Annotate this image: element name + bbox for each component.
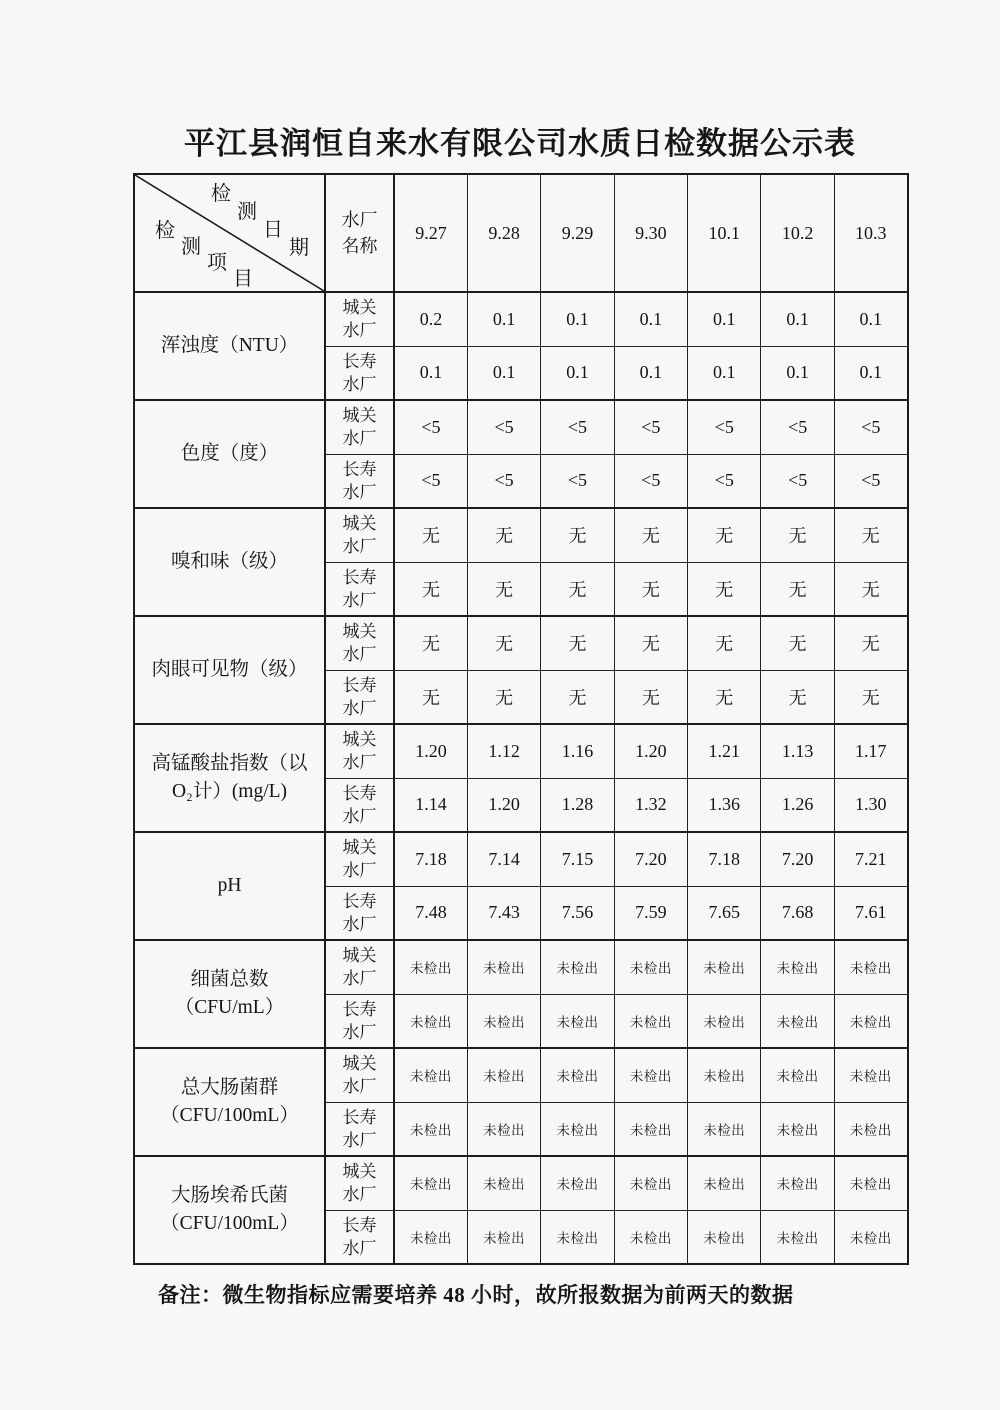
value-cell: 未检出 <box>834 1102 907 1156</box>
value-cell: 1.20 <box>467 778 540 832</box>
value-cell: 无 <box>834 670 907 724</box>
parameter-label-line: 浑浊度（NTU） <box>160 335 299 356</box>
value-cell: 0.1 <box>467 292 540 346</box>
value-cell: 未检出 <box>688 1210 761 1264</box>
parameter-label-line: 高锰酸盐指数（以 <box>151 753 308 774</box>
value-cell: 7.59 <box>614 886 687 940</box>
value-cell: 未检出 <box>688 940 761 994</box>
plant-name-line: 城关 <box>342 406 377 426</box>
table-row <box>134 292 908 346</box>
plant-name-header <box>325 174 394 292</box>
parameter-section <box>134 292 908 400</box>
table-row <box>134 940 908 994</box>
value-cell: 未检出 <box>834 1210 907 1264</box>
value-cell: 未检出 <box>761 1102 834 1156</box>
value-cell: 未检出 <box>614 1156 687 1210</box>
plant-name-line: 水厂 <box>342 1185 377 1205</box>
table-row <box>134 400 908 454</box>
parameter-label-line: pH <box>217 875 242 896</box>
value-cell: 1.36 <box>688 778 761 832</box>
value-cell: 未检出 <box>614 1210 687 1264</box>
value-cell: 7.18 <box>688 832 761 886</box>
parameter-label-line: （CFU/mL） <box>174 997 285 1018</box>
value-cell: 未检出 <box>614 994 687 1048</box>
parameter-section <box>134 400 908 508</box>
plant-name-line: 城关 <box>342 946 377 966</box>
value-cell: 未检出 <box>394 994 467 1048</box>
plant-name-line: 长寿 <box>342 1107 377 1127</box>
plant-name-cell <box>325 778 394 832</box>
value-cell: <5 <box>541 454 614 508</box>
date-header: 9.29 <box>541 174 614 292</box>
value-cell: <5 <box>394 454 467 508</box>
plant-name-cell <box>325 832 394 886</box>
plant-name-cell <box>325 1102 394 1156</box>
value-cell: 无 <box>614 616 687 670</box>
value-cell: 未检出 <box>761 994 834 1048</box>
value-cell: 0.1 <box>761 292 834 346</box>
parameter-section <box>134 940 908 1048</box>
plant-name-line: 长寿 <box>342 675 377 695</box>
value-cell: 无 <box>834 508 907 562</box>
plant-name-line: 长寿 <box>342 567 377 587</box>
value-cell: 1.20 <box>614 724 687 778</box>
value-cell: 未检出 <box>834 994 907 1048</box>
plant-name-line: 水厂 <box>342 645 377 665</box>
value-cell: <5 <box>614 454 687 508</box>
value-cell: 无 <box>688 562 761 616</box>
value-cell: 未检出 <box>541 940 614 994</box>
value-cell: 1.12 <box>467 724 540 778</box>
parameter-label-line: （CFU/100mL） <box>160 1105 299 1126</box>
date-header: 9.27 <box>394 174 467 292</box>
value-cell: 无 <box>834 562 907 616</box>
plant-name-line: 水厂 <box>342 1022 377 1042</box>
value-cell: 0.1 <box>614 346 687 400</box>
table-row <box>134 508 908 562</box>
plant-name-header-line: 水厂 <box>341 210 378 230</box>
value-cell: 7.20 <box>614 832 687 886</box>
value-cell: <5 <box>394 400 467 454</box>
value-cell: 未检出 <box>394 940 467 994</box>
value-cell: 无 <box>761 508 834 562</box>
plant-name-line: 水厂 <box>342 429 377 449</box>
value-cell: 未检出 <box>761 940 834 994</box>
value-cell: 无 <box>394 616 467 670</box>
value-cell: 未检出 <box>614 1048 687 1102</box>
parameter-label-line: 肉眼可见物（级） <box>151 659 308 680</box>
table-header-row <box>134 174 908 292</box>
parameter-label <box>134 724 325 832</box>
value-cell: 无 <box>541 616 614 670</box>
value-cell: 未检出 <box>541 1156 614 1210</box>
value-cell: <5 <box>834 400 907 454</box>
parameter-label <box>134 292 325 400</box>
table-row <box>134 832 908 886</box>
plant-name-line: 长寿 <box>342 999 377 1019</box>
plant-name-header-line: 名称 <box>341 236 378 256</box>
plant-name-cell <box>325 670 394 724</box>
value-cell: 未检出 <box>467 994 540 1048</box>
parameter-label-line: 色度（度） <box>180 443 279 464</box>
plant-name-cell <box>325 616 394 670</box>
value-cell: 无 <box>467 508 540 562</box>
corner-bottom-char: 检 <box>155 220 175 242</box>
value-cell: 无 <box>688 508 761 562</box>
value-cell: 未检出 <box>541 1102 614 1156</box>
plant-name-cell <box>325 562 394 616</box>
value-cell: 0.1 <box>541 346 614 400</box>
value-cell: 1.13 <box>761 724 834 778</box>
value-cell: <5 <box>614 400 687 454</box>
parameter-section <box>134 724 908 832</box>
plant-name-line: 水厂 <box>342 482 377 502</box>
value-cell: <5 <box>688 400 761 454</box>
plant-name-cell <box>325 1210 394 1264</box>
value-cell: 未检出 <box>541 994 614 1048</box>
value-cell: 无 <box>614 562 687 616</box>
value-cell: 无 <box>467 562 540 616</box>
parameter-label <box>134 940 325 1048</box>
plant-name-line: 水厂 <box>342 969 377 989</box>
value-cell: 0.1 <box>834 292 907 346</box>
value-cell: 1.21 <box>688 724 761 778</box>
value-cell: 无 <box>761 670 834 724</box>
plant-name-line: 城关 <box>342 622 377 642</box>
parameter-section <box>134 832 908 940</box>
plant-name-line: 城关 <box>342 514 377 534</box>
parameter-label <box>134 1156 325 1264</box>
plant-name-line: 水厂 <box>342 914 377 934</box>
plant-name-cell <box>325 940 394 994</box>
value-cell: 7.56 <box>541 886 614 940</box>
value-cell: 7.21 <box>834 832 907 886</box>
value-cell: 无 <box>467 616 540 670</box>
plant-name-line: 水厂 <box>342 1238 377 1258</box>
value-cell: 未检出 <box>541 1210 614 1264</box>
value-cell: <5 <box>467 400 540 454</box>
corner-bottom-char: 测 <box>181 236 201 258</box>
value-cell: 未检出 <box>688 1102 761 1156</box>
date-header: 10.1 <box>688 174 761 292</box>
value-cell: 0.1 <box>541 292 614 346</box>
plant-name-line: 水厂 <box>342 374 377 394</box>
plant-name-line: 水厂 <box>342 753 377 773</box>
plant-name-line: 水厂 <box>342 698 377 718</box>
corner-top-char: 日 <box>263 219 283 241</box>
table-row <box>134 1048 908 1102</box>
date-header: 10.2 <box>761 174 834 292</box>
parameter-label-line: 嗅和味（级） <box>170 551 288 572</box>
value-cell: 0.1 <box>688 346 761 400</box>
parameter-label <box>134 1048 325 1156</box>
page-title: 平江县润恒自来水有限公司水质日检数据公示表 <box>184 126 856 161</box>
value-cell: <5 <box>761 400 834 454</box>
plant-name-cell <box>325 400 394 454</box>
plant-name-cell <box>325 454 394 508</box>
value-cell: 无 <box>761 562 834 616</box>
table-header <box>134 174 908 292</box>
parameter-label <box>134 400 325 508</box>
value-cell: 7.65 <box>688 886 761 940</box>
value-cell: 未检出 <box>467 1048 540 1102</box>
value-cell: 0.1 <box>688 292 761 346</box>
value-cell: 未检出 <box>467 940 540 994</box>
plant-name-cell <box>325 346 394 400</box>
date-header: 10.3 <box>834 174 907 292</box>
plant-name-cell <box>325 1048 394 1102</box>
date-header: 9.30 <box>614 174 687 292</box>
plant-name-line: 长寿 <box>342 1215 377 1235</box>
value-cell: 无 <box>541 508 614 562</box>
value-cell: 未检出 <box>834 940 907 994</box>
value-cell: 无 <box>688 616 761 670</box>
value-cell: 1.32 <box>614 778 687 832</box>
parameter-label <box>134 508 325 616</box>
value-cell: <5 <box>688 454 761 508</box>
value-cell: 无 <box>541 670 614 724</box>
value-cell: 0.1 <box>467 346 540 400</box>
value-cell: 1.16 <box>541 724 614 778</box>
plant-name-cell <box>325 508 394 562</box>
corner-bottom-char: 目 <box>233 268 253 290</box>
parameter-section <box>134 1048 908 1156</box>
value-cell: 未检出 <box>688 1048 761 1102</box>
plant-name-line: 城关 <box>342 1162 377 1182</box>
plant-name-line: 水厂 <box>342 537 377 557</box>
value-cell: 未检出 <box>467 1102 540 1156</box>
plant-name-cell <box>325 1156 394 1210</box>
plant-name-line: 长寿 <box>342 351 377 371</box>
value-cell: 0.1 <box>761 346 834 400</box>
table-row <box>134 616 908 670</box>
value-cell: 1.28 <box>541 778 614 832</box>
corner-top-char: 检 <box>211 183 231 205</box>
value-cell: 未检出 <box>761 1156 834 1210</box>
plant-name-line: 水厂 <box>342 861 377 881</box>
value-cell: 无 <box>614 508 687 562</box>
value-cell: 7.18 <box>394 832 467 886</box>
value-cell: 无 <box>761 616 834 670</box>
value-cell: <5 <box>761 454 834 508</box>
value-cell: 无 <box>541 562 614 616</box>
parameter-label <box>134 616 325 724</box>
value-cell: 未检出 <box>467 1210 540 1264</box>
value-cell: 1.17 <box>834 724 907 778</box>
plant-name-line: 长寿 <box>342 783 377 803</box>
parameter-section <box>134 508 908 616</box>
value-cell: 未检出 <box>541 1048 614 1102</box>
value-cell: 未检出 <box>394 1102 467 1156</box>
value-cell: 未检出 <box>761 1210 834 1264</box>
parameter-label-line: 细菌总数 <box>190 969 269 990</box>
plant-name-line: 城关 <box>342 838 377 858</box>
plant-name-line: 水厂 <box>342 1077 377 1097</box>
value-cell: 0.1 <box>834 346 907 400</box>
value-cell: 7.15 <box>541 832 614 886</box>
table-row <box>134 724 908 778</box>
value-cell: 未检出 <box>394 1156 467 1210</box>
table-row <box>134 1156 908 1210</box>
value-cell: 未检出 <box>394 1048 467 1102</box>
value-cell: 无 <box>394 508 467 562</box>
water-quality-table <box>133 173 909 1265</box>
plant-name-line: 水厂 <box>342 321 377 341</box>
value-cell: 无 <box>394 670 467 724</box>
plant-name-line: 水厂 <box>342 1130 377 1150</box>
value-cell: 未检出 <box>761 1048 834 1102</box>
date-header: 9.28 <box>467 174 540 292</box>
value-cell: 未检出 <box>834 1048 907 1102</box>
parameter-label-line: 大肠埃希氏菌 <box>170 1185 288 1206</box>
plant-name-line: 长寿 <box>342 459 377 479</box>
plant-name-cell <box>325 994 394 1048</box>
value-cell: 无 <box>688 670 761 724</box>
value-cell: 1.14 <box>394 778 467 832</box>
value-cell: 7.68 <box>761 886 834 940</box>
value-cell: 未检出 <box>394 1210 467 1264</box>
parameter-section <box>134 1156 908 1264</box>
value-cell: 未检出 <box>614 940 687 994</box>
value-cell: 未检出 <box>688 1156 761 1210</box>
plant-name-cell <box>325 886 394 940</box>
parameter-label-line: O₂计）(mg/L) <box>171 781 288 802</box>
value-cell: 0.2 <box>394 292 467 346</box>
value-cell: 7.20 <box>761 832 834 886</box>
plant-name-line: 长寿 <box>342 891 377 911</box>
value-cell: 无 <box>467 670 540 724</box>
parameter-section <box>134 616 908 724</box>
value-cell: 0.1 <box>614 292 687 346</box>
value-cell: 1.26 <box>761 778 834 832</box>
value-cell: <5 <box>541 400 614 454</box>
plant-name-line: 城关 <box>342 730 377 750</box>
value-cell: 7.48 <box>394 886 467 940</box>
corner-bottom-char: 项 <box>207 252 227 274</box>
value-cell: 1.20 <box>394 724 467 778</box>
value-cell: 未检出 <box>614 1102 687 1156</box>
corner-top-char: 测 <box>237 201 257 223</box>
parameter-label <box>134 832 325 940</box>
plant-name-line: 城关 <box>342 1054 377 1074</box>
value-cell: <5 <box>467 454 540 508</box>
value-cell: 未检出 <box>467 1156 540 1210</box>
plant-name-cell <box>325 292 394 346</box>
value-cell: <5 <box>834 454 907 508</box>
value-cell: 未检出 <box>688 994 761 1048</box>
value-cell: 7.43 <box>467 886 540 940</box>
footnote: 备注：微生物指标应需要培养 48 小时，故所报数据为前两天的数据 <box>158 1283 794 1307</box>
value-cell: 7.14 <box>467 832 540 886</box>
plant-name-line: 水厂 <box>342 806 377 826</box>
value-cell: 0.1 <box>394 346 467 400</box>
diagonal-header-cell <box>134 174 325 292</box>
plant-name-line: 城关 <box>342 298 377 318</box>
plant-name-line: 水厂 <box>342 590 377 610</box>
value-cell: 7.61 <box>834 886 907 940</box>
value-cell: 1.30 <box>834 778 907 832</box>
value-cell: 无 <box>834 616 907 670</box>
parameter-label-line: 总大肠菌群 <box>180 1077 279 1098</box>
value-cell: 未检出 <box>834 1156 907 1210</box>
value-cell: 无 <box>394 562 467 616</box>
parameter-label-line: （CFU/100mL） <box>160 1213 299 1234</box>
corner-top-char: 期 <box>289 237 309 259</box>
plant-name-cell <box>325 724 394 778</box>
value-cell: 无 <box>614 670 687 724</box>
